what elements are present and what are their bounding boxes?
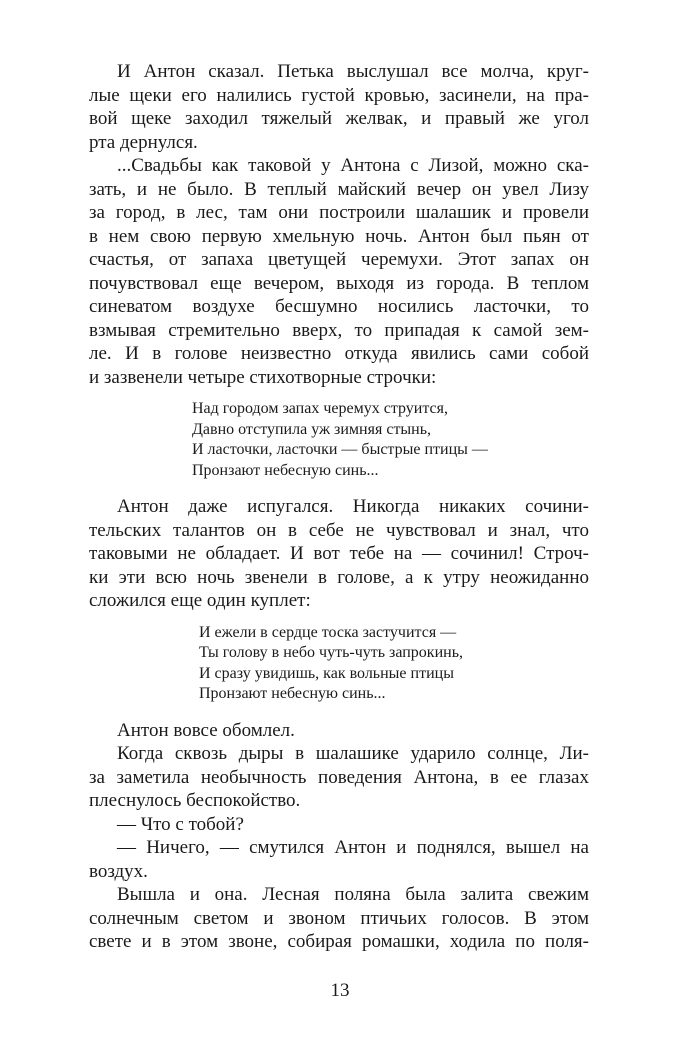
- text-line: счастья, от запаха цветущей черемухи. Этот запах он: [89, 249, 589, 270]
- paragraph: [89, 719, 589, 743]
- text-line: почувствовал еще вечером, выходя из города. В теплом: [89, 272, 589, 294]
- text-line: ле. И в голове неизвестно откуда явились сами собой: [89, 343, 589, 364]
- text-line: свете и в этом звоне, собирая ромашки, ходила по поля-: [89, 931, 589, 952]
- verse-line: И ласточки, ласточки — быстрые птицы —: [192, 441, 488, 458]
- text-line: Вышла и она. Лесная поляна была залита свежим: [117, 884, 589, 905]
- text-line: в нем свою первую хмельную ночь. Антон был пьян от: [89, 225, 589, 247]
- verse-line: Над городом запах черемух струится,: [192, 400, 448, 417]
- poem-stanza: [199, 623, 589, 705]
- dialogue-line: [89, 813, 589, 837]
- text-line: И Антон сказал. Петька выслушал все молча, круг-: [117, 61, 589, 82]
- text-line: таковыми не обладает. И вот тебе на — сочинил! Строч-: [89, 543, 589, 564]
- verse-line: И сразу увидишь, как вольные птицы: [199, 664, 454, 682]
- page-body: [89, 60, 589, 954]
- text-line: зать, и не было. В теплый майский вечер он увел Лизу: [89, 178, 589, 200]
- text-line: за город, в лес, там они построили шалашик и провели: [89, 202, 589, 223]
- page-number: 13: [330, 980, 350, 1001]
- text-line: — Что с тобой?: [117, 813, 244, 835]
- text-line: синеватом воздухе бесшумно носились ласточки, то: [89, 296, 589, 317]
- text-line: — Ничего, — смутился Антон и поднялся, вышел на: [117, 837, 589, 858]
- text-line: воздух.: [89, 860, 148, 882]
- text-line: и зазвенели четыре стихотворные строчки:: [89, 366, 437, 388]
- verse-line: Давно отступила уж зимняя стынь,: [192, 420, 432, 438]
- paragraph: [89, 154, 589, 389]
- text-line: сложился еще один куплет:: [89, 590, 311, 611]
- paragraph: [89, 742, 589, 813]
- text-line: вой щеке заходил тяжелый желвак, и правый же угол: [89, 108, 589, 129]
- text-line: ки эти всю ночь звенели в голове, а к утру неожиданно: [89, 566, 589, 588]
- text-line: солнечным светом и звоном птичьих голосов. В этом: [89, 907, 589, 929]
- text-line: Когда сквозь дыры в шалашике ударило солнце, Ли-: [117, 743, 589, 764]
- text-line: Антон вовсе обомлел.: [117, 719, 295, 741]
- verse-line: Ты голову в небо чуть-чуть запрокинь,: [199, 644, 463, 661]
- text-line: плеснулось беспокойство.: [89, 790, 301, 811]
- text-line: Антон даже испугался. Никогда никаких сочини-: [117, 496, 589, 517]
- text-line: лые щеки его налились густой кровью, засинели, на пра-: [89, 84, 589, 106]
- poem-stanza: [192, 399, 589, 481]
- paragraph: [89, 883, 589, 954]
- paragraph: [89, 495, 589, 613]
- text-line: тельских талантов он в себе не чувствовал и знал, что: [89, 519, 589, 541]
- verse-line: Пронзают небесную синь...: [192, 461, 379, 479]
- text-line: ...Свадьбы как таковой у Антона с Лизой, можно ска-: [117, 155, 589, 176]
- dialogue-line: [89, 836, 589, 883]
- verse-line: И ежели в сердце тоска застучится —: [199, 623, 457, 641]
- verse-line: Пронзают небесную синь...: [199, 685, 386, 702]
- paragraph: [89, 60, 589, 154]
- text-line: рта дернулся.: [89, 131, 198, 153]
- text-line: за заметила необычность поведения Антона, в ее глазах: [89, 766, 589, 788]
- text-line: взмывая стремительно вверх, то припадая к самой зем-: [89, 319, 589, 341]
